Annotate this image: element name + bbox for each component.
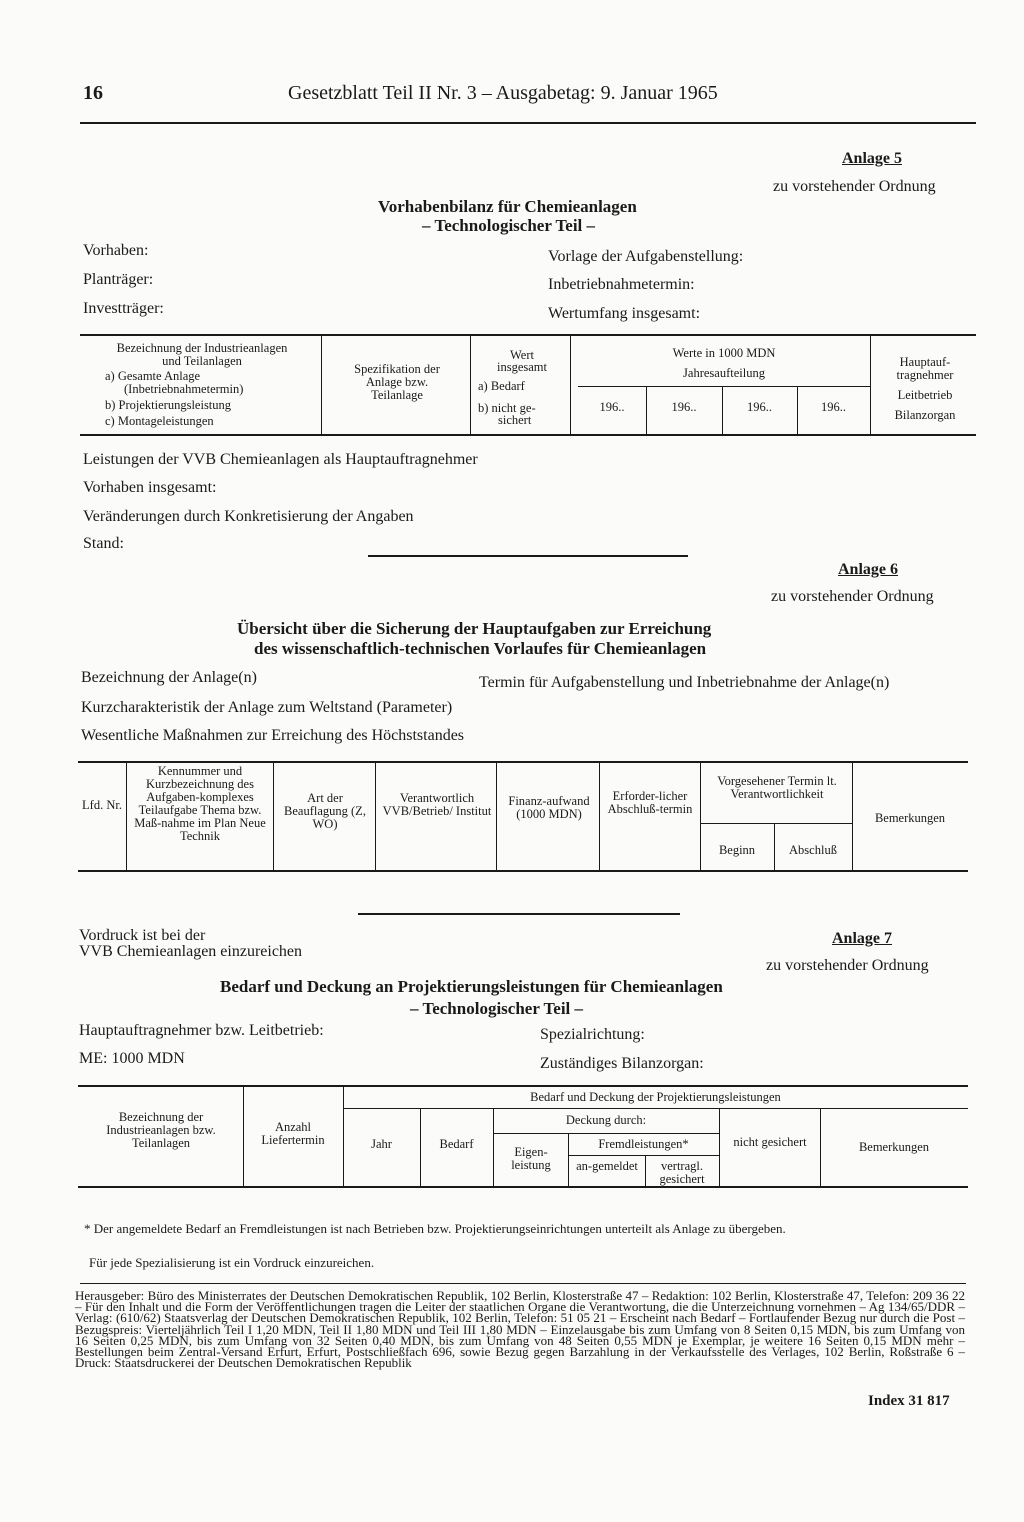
a7-col-nicht-gesichert: nicht gesichert: [733, 1135, 807, 1149]
a6-col-verantwortlich: Verantwortlich VVB/Betrieb/ Institut: [382, 791, 492, 818]
a7-col-bemerkungen: Bemerkungen: [858, 1140, 930, 1154]
a7-note-1: Vordruck ist bei der: [79, 927, 206, 944]
a7-field-spezial: Spezialrichtung:: [540, 1026, 645, 1043]
a7-footnote-2: Für jede Spezialisierung ist ein Vordruck einzureichen.: [89, 1255, 375, 1270]
anlage5-title-2: – Technologischer Teil –: [422, 216, 596, 235]
field-plantraeger: Planträger:: [83, 271, 154, 288]
anlage5-label: Anlage 5: [842, 150, 902, 167]
anlage6-title-2: des wissenschaftlich-technischen Vorlaufes für Chemieanlagen: [254, 639, 707, 658]
a6-col-finanz: Finanz-aufwand (1000 MDN): [508, 794, 590, 821]
a5-after-3: Veränderungen durch Konkretisierung der Angaben: [83, 508, 414, 525]
a7-note-2: VVB Chemieanlagen einzureichen: [79, 943, 303, 960]
a5-col5-line3: Leitbetrieb: [897, 388, 953, 402]
a7-field-bilanzorgan: Zuständiges Bilanzorgan:: [540, 1055, 704, 1072]
field-vorlage: Vorlage der Aufgabenstellung:: [548, 248, 744, 265]
a6-col-kennummer: Kennummer und Kurzbezeichnung des Aufgaben-komplexes Teilaufgabe Thema bzw. Maß-nahme im Plan Neue Technik: [134, 764, 266, 843]
a7-col-bedarf: Bedarf: [439, 1137, 474, 1151]
anlage7-title-1: Bedarf und Deckung an Projektierungsleistungen für Chemieanlagen: [220, 977, 723, 996]
anlage6-ref: zu vorstehender Ordnung: [771, 588, 934, 605]
a7-col-deckung: Deckung durch:: [565, 1113, 647, 1127]
a5-col1-line4: (Inbetriebnahmetermin): [124, 382, 244, 396]
a5-after-2: Vorhaben insgesamt:: [83, 479, 217, 496]
a6-col-vorgesehen: Vorgesehener Termin lt. Verantwortlichkeit: [717, 774, 837, 801]
a5-col3-line3: a) Bedarf: [478, 379, 525, 393]
imprint-rule: [80, 1283, 966, 1284]
a7-col-angemeldet: an-gemeldet: [576, 1159, 638, 1173]
field-vorhaben: Vorhaben:: [83, 242, 149, 259]
imprint-text: Herausgeber: Büro des Ministerrates der Deutschen Demokratischen Republik, 102 Berlin, Klosterstraße 47 – Redaktion: 102 Berlin, Klosterstraße 47, Telefon: 209 36 22 – Für den Inhalt und die Form der Veröffentlichungen tragen die Leiter der staatlichen Organe die Verantwortung, die die Unterzeichnung vornehmen – Ag 134/65/DDR – Verlag: (610/62) Staatsverlag der Deutschen Demokratischen Republik, 102 Berlin, Telefon: 51 05 21 – Erscheint nach Bedarf – Fortlaufender Bezug nur durch die Post – Bezugspreis: Vierteljährlich Teil I 1,20 MDN, Teil II 1,80 MDN und Teil III 1,80 MDN – Einzelausgabe bis zum Umfang von 8 Seiten 0,15 MDN, bis zum Umfang von 16 Seiten 0,25 MDN, bis zum Umfang von 32 Seiten 0,40 MDN, bis zum Umfang von 48 Seiten 0,55 MDN je Exemplar, je weitere 16 Seiten 0,15 MDN mehr – Bestellungen beim Zentral-Versand Erfurt, Erfurt, Postschließfach 696, sowie Bezug gegen Barzahlung in der Verkaufsstelle des Verlages, 102 Berlin, Roßstraße 6 – Druck: Staatsdruckerei der Deutschen Demokratischen Republik: [75, 1288, 965, 1371]
a7-col-anzahl: Anzahl Liefertermin: [261, 1120, 325, 1147]
a7-field-hauptauftrag: Hauptauftragnehmer bzw. Leitbetrieb:: [79, 1022, 324, 1039]
imprint-index: Index 31 817: [868, 1393, 950, 1409]
a6-col-beginn: Beginn: [718, 843, 756, 857]
anlage5-ref: zu vorstehender Ordnung: [773, 178, 936, 195]
a5-col1-line6: c) Montageleistungen: [105, 414, 214, 428]
field-investtraeger: Investträger:: [83, 300, 164, 317]
a6-col-art: Art der Beauflagung (Z, WO): [284, 791, 366, 831]
anlage7-label: Anlage 7: [832, 930, 892, 947]
a7-col-bezeichnung: Bezeichnung der Industrieanlagen bzw. Teilanlagen: [106, 1110, 216, 1150]
header-rule: [80, 122, 976, 124]
a6-col-lfd: Lfd. Nr.: [82, 798, 122, 812]
a5-col1-line2: und Teilanlagen: [162, 354, 242, 368]
a5-year-1: 196..: [599, 400, 625, 414]
a5-year-2: 196..: [671, 400, 697, 414]
a6-field-kurz: Kurzcharakteristik der Anlage zum Weltstand (Parameter): [81, 699, 453, 716]
a6-field-massnahmen: Wesentliche Maßnahmen zur Erreichung des Höchststandes: [81, 727, 465, 744]
section-divider-1: [368, 555, 688, 557]
a7-col-jahr: Jahr: [371, 1137, 392, 1151]
a5-col3-line5: sichert: [498, 413, 532, 427]
a7-col-group: Bedarf und Deckung der Projektierungsleistungen: [530, 1090, 781, 1104]
running-title: Gesetzblatt Teil II Nr. 3 – Ausgabetag: 9. Januar 1965: [288, 82, 718, 104]
a5-year-3: 196..: [747, 400, 772, 414]
section-divider-2: [358, 913, 680, 915]
a5-col5-line1: Hauptauf-: [899, 355, 951, 369]
a5-col1-line1: Bezeichnung der Industrieanlagen: [116, 341, 288, 355]
a5-col3-line2: insgesamt: [497, 360, 547, 374]
a5-col1-line3: a) Gesamte Anlage: [105, 369, 201, 383]
page-number: 16: [83, 82, 103, 104]
field-wertumfang: Wertumfang insgesamt:: [548, 305, 701, 322]
anlage5-title-1: Vorhabenbilanz für Chemieanlagen: [378, 197, 637, 216]
anlage6-label: Anlage 6: [838, 561, 898, 578]
a7-col-fremd: Fremdleistungen*: [598, 1137, 689, 1151]
a5-col5-line4: Bilanzorgan: [894, 408, 956, 422]
a5-col3-line4: b) nicht ge-: [478, 401, 536, 415]
a6-col-bemerkungen: Bemerkungen: [874, 811, 946, 825]
a7-field-me: ME: 1000 MDN: [79, 1050, 185, 1067]
anlage7-ref: zu vorstehender Ordnung: [766, 957, 929, 974]
a6-field-anlage: Bezeichnung der Anlage(n): [81, 669, 257, 686]
a5-after-1: Leistungen der VVB Chemieanlagen als Hauptauftragnehmer: [83, 451, 478, 468]
a6-col-erforderlich: Erforder-licher Abschluß-termin: [607, 789, 693, 816]
a5-col3-line1: Wert: [510, 348, 534, 362]
anlage7-title-2: – Technologischer Teil –: [410, 999, 584, 1018]
a5-after-4: Stand:: [83, 535, 124, 552]
a5-col2: Spezifikation der Anlage bzw. Teilanlage: [354, 362, 440, 402]
a6-field-termin: Termin für Aufgabenstellung und Inbetriebnahme der Anlage(n): [479, 674, 890, 691]
a5-col4-top: Werte in 1000 MDN: [672, 346, 776, 360]
a5-col5-line2: tragnehmer: [896, 368, 954, 382]
a5-year-4: 196..: [821, 400, 846, 414]
a5-col1-line5: b) Projektierungsleistung: [105, 398, 232, 412]
a7-footnote-1: * Der angemeldete Bedarf an Fremdleistungen ist nach Betrieben bzw. Projektierungseinrichtungen unterteilt als Anlage zu übergeben.: [84, 1221, 786, 1236]
a6-col-abschluss: Abschluß: [789, 843, 837, 857]
field-inbetriebnahme: Inbetriebnahmetermin:: [548, 276, 695, 293]
a7-col-eigen: Eigen-leistung: [511, 1145, 551, 1172]
a7-col-vertragl: vertragl. gesichert: [659, 1159, 705, 1186]
a5-col4-sub: Jahresaufteilung: [683, 366, 765, 380]
anlage6-title-1: Übersicht über die Sicherung der Hauptaufgaben zur Erreichung: [237, 619, 712, 638]
